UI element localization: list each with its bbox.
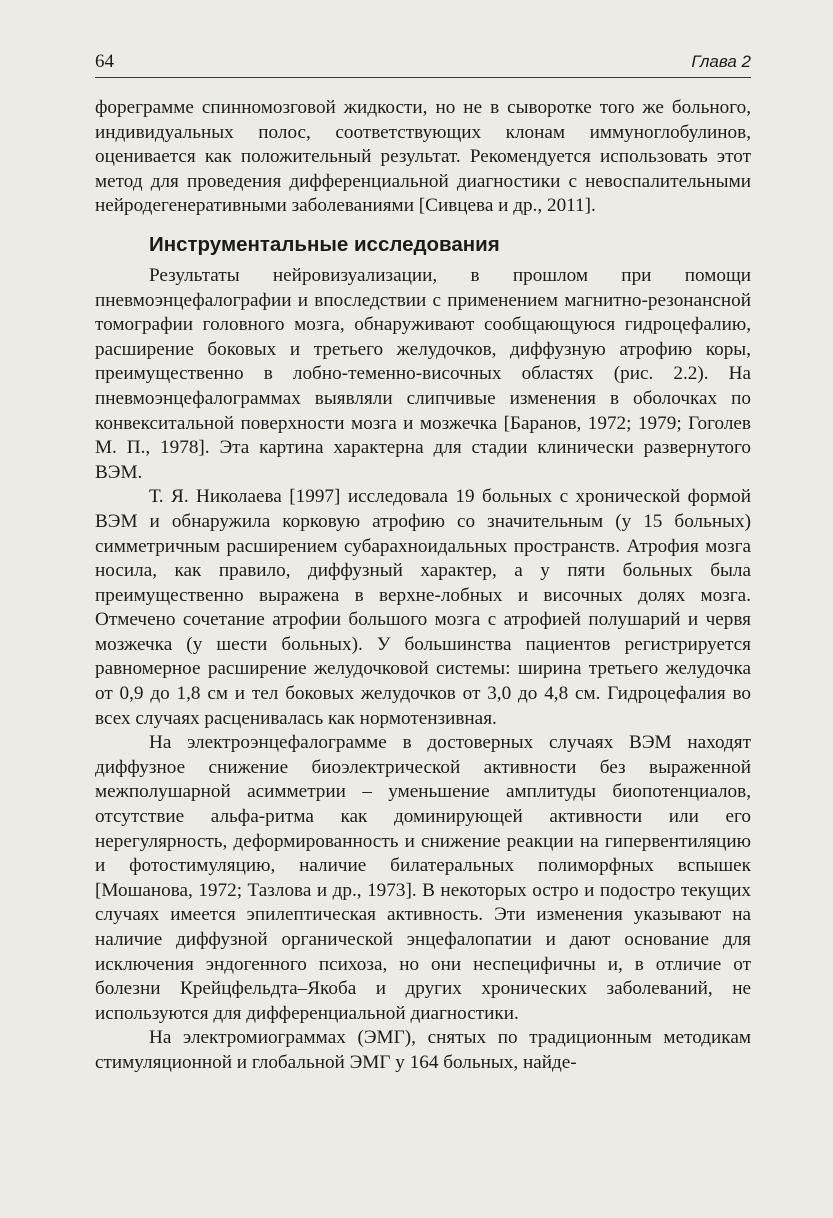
paragraph-nikolaeva-study: Т. Я. Николаева [1997] исследовала 19 больных с хронической формой ВЭМ и обнаружила корковую атрофию со значительным (у 15 больных) симметричным расширением субарахноидальных пространств. Атрофия мозга носила, как правило, диффузный характер, а у пяти больных была преимущественно выражена в верхне-лобных и височных долях мозга. Отмечено сочетание атрофии большого мозга с атрофией полушарий и червя мозжечка (у шести больных). У большинства пациентов регистрируется равномерное расширение желудочковой системы: ширина третьего желудочка от 0,9 до 1,8 см и тел боковых желудочков от 3,0 до 4,8 см. Гидроцефалия во всех случаях расценивалась как нормотензивная.: [95, 486, 751, 729]
paragraph-eeg: На электроэнцефалограмме в достоверных случаях ВЭМ находят диффузное снижение биоэлектрической активности без выраженной межполушарной асимметрии – уменьшение амплитуды биопотенциалов, отсутствие альфа-ритма как доминирующей активности или его нерегулярность, деформированность и снижение реакции на гипервентиляцию и фотостимуляцию, наличие билатеральных полиморфных вспышек [Мошанова, 1972; Тазлова и др., 1973]. В некоторых остро и подостро текущих случаях имеется эпилептическая активность. Эти изменения указывают на наличие диффузной органической энцефалопатии и дают основание для исключения эндогенного психоза, но они неспецифичны и, в отличие от болезни Крейцфельдта–Якоба и других хронических заболеваний, не используются для дифференциальной диагностики.: [95, 732, 751, 1024]
chapter-label: Глава 2: [691, 52, 751, 71]
paragraph-neuroimaging: Результаты нейровизуализации, в прошлом при помощи пневмоэнцефалографии и впоследствии с применением магнитно-резонансной томографии головного мозга, обнаруживают сообщающуюся гидроцефалию, расширение боковых и третьего желудочков, диффузную атрофию коры, преимущественно в лобно-теменно-височных областях (рис. 2.2). На пневмоэнцефалограммах выявляли слипчивые изменения в оболочках по конвекситальной поверхности мозга и мозжечка [Баранов, 1972; 1979; Гоголев М. П., 1978]. Эта картина характерна для стадии клинически развернутого ВЭМ.: [95, 264, 751, 483]
paragraph-continued: форeграмме спинномозговой жидкости, но не в сыворотке того же больного, индивидуальных полос, соответствующих клонам иммуноглобулинов, оценивается как положительный результат. Рекомендуется использовать этот метод для проведения дифференциальной диагностики с невоспалительными нейродегенеративными заболеваниями [Сивцева и др., 2011].: [95, 97, 751, 217]
section-title: Инструментальные исследования: [149, 232, 500, 256]
page-body: [95, 96, 751, 1076]
page-number: 64: [95, 51, 114, 72]
header-rule: [95, 77, 751, 78]
paragraph-emg: На электромиограммах (ЭМГ), снятых по традиционным методикам стимуляционной и глобальной ЭМГ у 164 больных, найде-: [95, 1027, 751, 1073]
running-header: [95, 50, 751, 78]
